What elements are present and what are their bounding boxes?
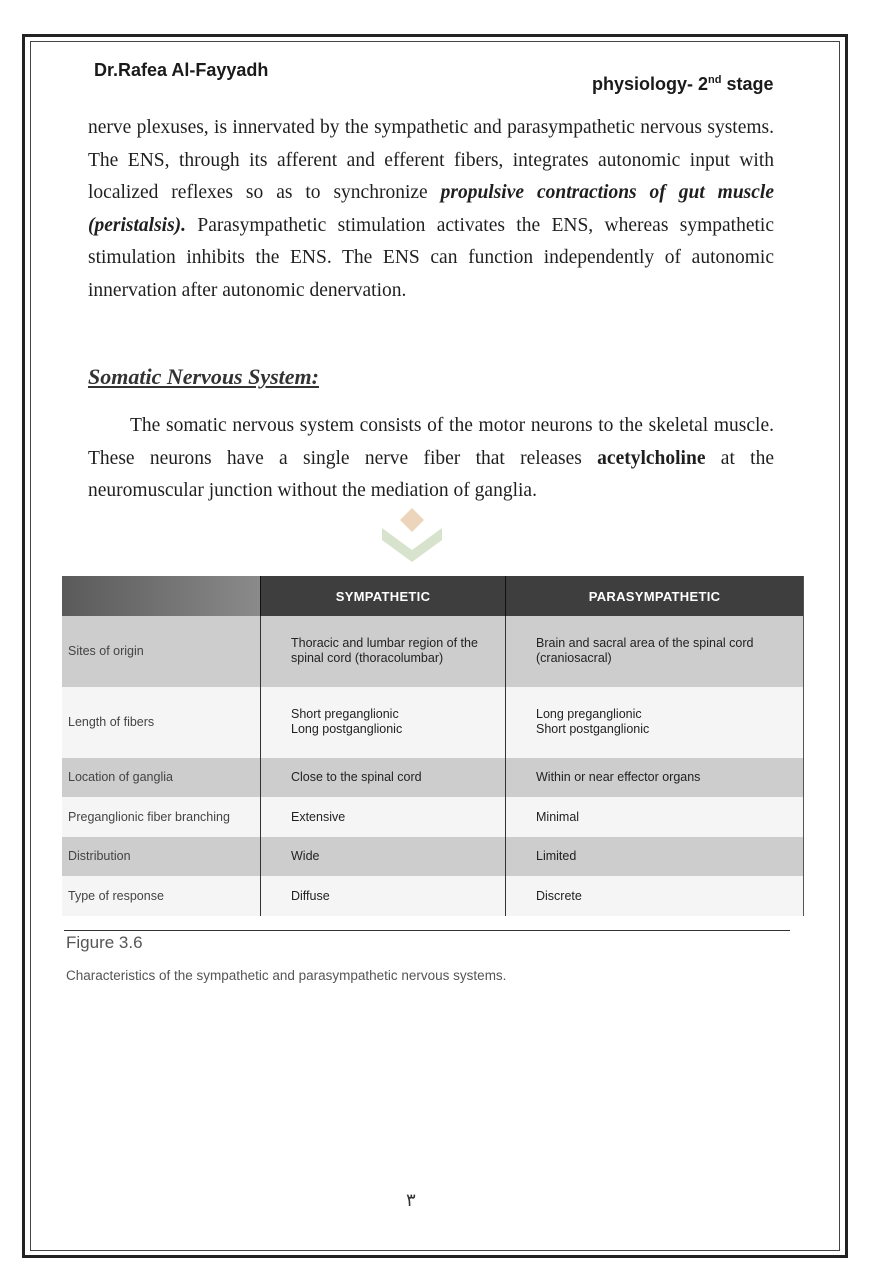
- table-row: [62, 758, 804, 798]
- figure-caption: Characteristics of the sympathetic and parasympathetic nervous systems.: [66, 968, 507, 983]
- figure-title: Figure 3.6: [66, 933, 143, 952]
- row-label: Sites of origin: [62, 616, 261, 687]
- paragraph-somatic-text-b: at the neuromuscular junction without the mediation of ganglia.: [88, 447, 774, 501]
- paragraph-somatic-text-a: The somatic nervous system consists of the motor neurons to the skeletal muscle. These neurons have a single nerve fiber that releases: [88, 415, 774, 469]
- table-row: [62, 876, 804, 916]
- author-header: Dr.Rafea Al-Fayyadh: [94, 60, 269, 80]
- table-header-sympathetic: SYMPATHETIC: [261, 576, 506, 616]
- cell-sympathetic: Close to the spinal cord: [261, 758, 506, 798]
- cell-line: Long preganglionic: [536, 707, 642, 722]
- row-label: Type of response: [62, 876, 261, 916]
- cell-line: Short postganglionic: [536, 722, 650, 737]
- paragraph-ens: [88, 112, 774, 307]
- cell-sympathetic: [261, 687, 506, 758]
- row-label: Length of fibers: [62, 687, 261, 758]
- table-row: [62, 837, 804, 877]
- course-superscript: nd: [708, 74, 722, 86]
- cell-parasympathetic: Minimal: [506, 797, 804, 837]
- table-header-parasympathetic: PARASYMPATHETIC: [506, 576, 804, 616]
- cell-parasympathetic: Within or near effector organs: [506, 758, 804, 798]
- course-header: [592, 74, 774, 95]
- cell-parasympathetic: Discrete: [506, 876, 804, 916]
- row-label: Location of ganglia: [62, 758, 261, 798]
- table-header-corner: [62, 576, 261, 616]
- cell-parasympathetic: Limited: [506, 837, 804, 877]
- course-prefix: physiology- 2: [592, 74, 709, 94]
- cell-sympathetic: Wide: [261, 837, 506, 877]
- table-row: [62, 616, 804, 687]
- cell-sympathetic: Extensive: [261, 797, 506, 837]
- page-number: ٣: [406, 1190, 416, 1210]
- table-row: [62, 797, 804, 837]
- cell-line: Brain and sacral area of the spinal cord: [536, 636, 754, 651]
- section-title: Somatic Nervous System:: [88, 364, 319, 389]
- table-header-row: [62, 576, 804, 616]
- cell-parasympathetic: [506, 616, 804, 687]
- cell-parasympathetic: [506, 687, 804, 758]
- cell-line: (craniosacral): [536, 651, 612, 666]
- cell-line: Long postganglionic: [291, 722, 403, 737]
- watermark-logo-icon: [378, 506, 446, 566]
- cell-line: Thoracic and lumbar region of the: [291, 636, 478, 651]
- course-suffix: stage: [721, 74, 774, 94]
- paragraph-ens-emphasis: propulsive contractions of gut muscle (peristalsis).: [88, 182, 774, 236]
- paragraph-somatic-bold: acetylcholine: [597, 447, 706, 469]
- table-row: [62, 687, 804, 758]
- paragraph-ens-text-a: nerve plexuses, is innervated by the sympathetic and parasympathetic nervous systems. The ENS, through its afferent and efferent fibers, integrates autonomic input with localized reflexes so as to synchronize: [88, 117, 774, 203]
- cell-sympathetic: [261, 616, 506, 687]
- row-label: Distribution: [62, 837, 261, 877]
- cell-line: Short preganglionic: [291, 707, 399, 722]
- row-label: Preganglionic fiber branching: [62, 797, 261, 837]
- comparison-table: [62, 576, 804, 916]
- cell-line: spinal cord (thoracolumbar): [291, 651, 444, 666]
- cell-sympathetic: Diffuse: [261, 876, 506, 916]
- paragraph-somatic: [88, 410, 774, 508]
- paragraph-ens-text-b: Parasympathetic stimulation activates the ENS, whereas sympathetic stimulation inhibits the ENS. The ENS can function independently of autonomic innervation after autonomic denervation.: [88, 214, 774, 301]
- figure-divider: [64, 930, 790, 931]
